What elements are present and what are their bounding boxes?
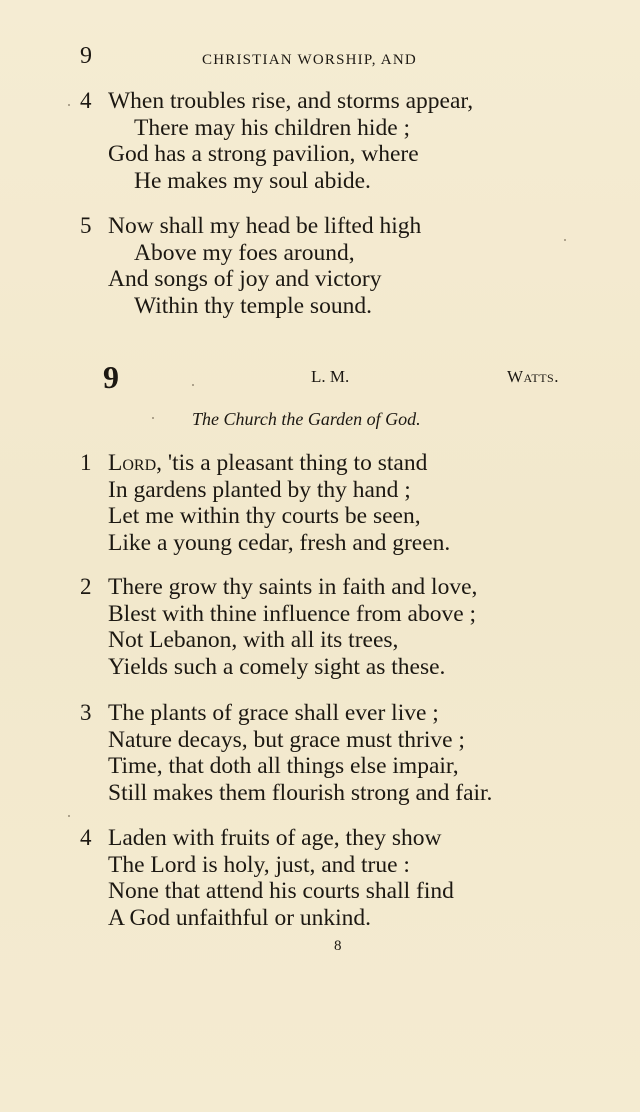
verse-line: Not Lebanon, with all its trees, bbox=[108, 627, 399, 653]
hymn-title: The Church the Garden of God. bbox=[192, 409, 421, 429]
verse-line: Yields such a comely sight as these. bbox=[108, 653, 446, 680]
running-head-number: 9 bbox=[80, 43, 92, 69]
verse-line: God has a strong pavilion, where bbox=[108, 141, 419, 167]
verse-number: 4 bbox=[80, 88, 92, 113]
verse-line: There may his children hide ; bbox=[134, 114, 411, 141]
verse-line: Time, that doth all things else impair, bbox=[108, 753, 459, 779]
verse-line: Still makes them flourish strong and fair. bbox=[108, 779, 493, 806]
verse-line: The Lord is holy, just, and true : bbox=[108, 851, 410, 878]
verse-line: Let me within thy courts be seen, bbox=[108, 503, 421, 529]
verse-line: Laden with fruits of age, they show bbox=[108, 825, 442, 851]
ink-speck bbox=[192, 384, 194, 386]
hymn-number: 9 bbox=[103, 359, 119, 395]
ink-speck bbox=[564, 239, 566, 241]
verse-line: Within thy temple sound. bbox=[134, 292, 372, 319]
ink-speck bbox=[68, 104, 70, 106]
verse-line-rest: , 'tis a pleasant thing to stand bbox=[156, 450, 428, 476]
verse-number: 1 bbox=[80, 450, 92, 475]
running-head-title: CHRISTIAN WORSHIP, AND bbox=[202, 52, 417, 68]
verse-line: Above my foes around, bbox=[134, 239, 355, 266]
page-folio: 8 bbox=[334, 938, 342, 954]
verse-line: The plants of grace shall ever live ; bbox=[108, 700, 439, 726]
hymn-meter: L. M. bbox=[311, 367, 350, 386]
verse-number: 2 bbox=[80, 574, 92, 599]
verse-line: None that attend his courts shall find bbox=[108, 878, 454, 904]
verse-line: And songs of joy and victory bbox=[108, 266, 382, 292]
verse-line: Like a young cedar, fresh and green. bbox=[108, 529, 451, 556]
first-word: Lord bbox=[108, 450, 157, 476]
verse-line: Nature decays, but grace must thrive ; bbox=[108, 726, 465, 753]
verse-number: 5 bbox=[80, 213, 92, 238]
verse-number: 4 bbox=[80, 825, 92, 850]
ink-speck bbox=[152, 417, 154, 419]
verse-line: In gardens planted by thy hand ; bbox=[108, 476, 411, 503]
verse-number: 3 bbox=[80, 700, 92, 725]
ink-speck bbox=[68, 815, 70, 817]
verse-line: Blest with thine influence from above ; bbox=[108, 600, 477, 627]
verse-line: A God unfaithful or unkind. bbox=[108, 904, 372, 931]
verse-line bbox=[108, 450, 427, 477]
verse-line: There grow thy saints in faith and love, bbox=[108, 574, 478, 600]
verse-line: Now shall my head be lifted high bbox=[108, 213, 422, 239]
hymn-author: Watts. bbox=[507, 367, 559, 386]
verse-line: He makes my soul abide. bbox=[134, 167, 371, 194]
verse-line: When troubles rise, and storms appear, bbox=[108, 88, 474, 114]
